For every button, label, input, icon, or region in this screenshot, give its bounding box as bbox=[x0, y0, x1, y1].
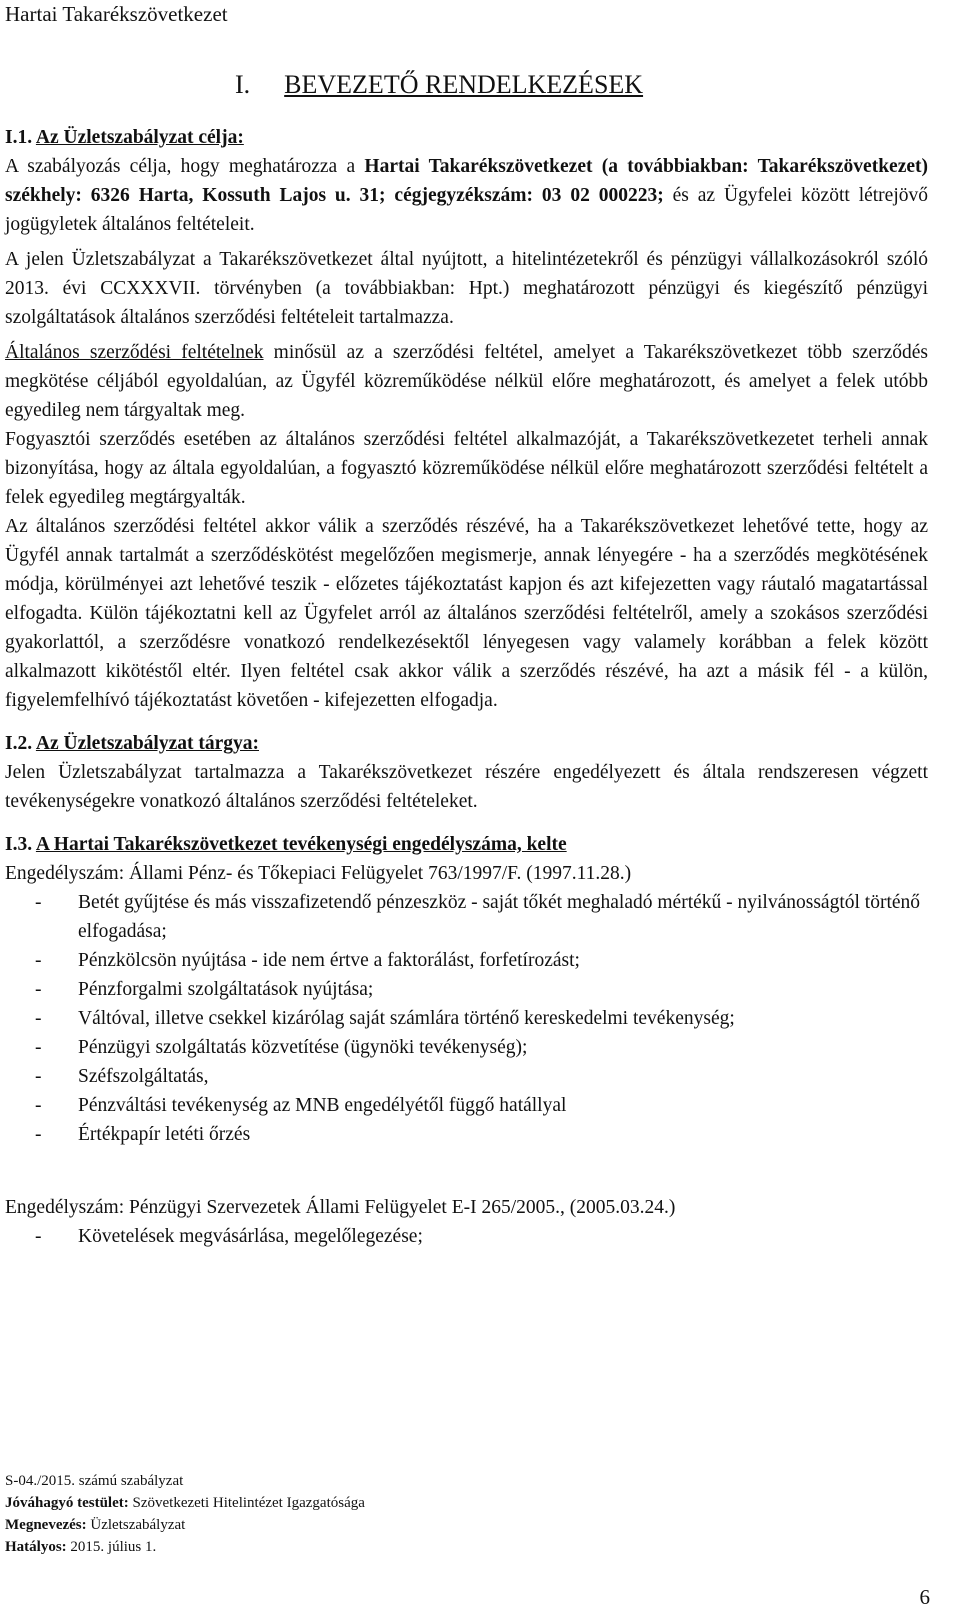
section-number: I.3. bbox=[5, 834, 33, 855]
activity-list bbox=[5, 1222, 928, 1251]
paragraph: Jelen Üzletszabályzat tartalmazza a Takarékszövetkezet részére engedélyezett és általa rendszeresen végzett tevékenységekre vonatkozó általános szerződési feltételeket. bbox=[5, 762, 928, 812]
footer-value: Szövetkezeti Hitelintézet Igazgatósága bbox=[128, 1495, 365, 1511]
bold-text: Hartai Takarékszövetkezet (a továbbiakban: Takarékszövetkezet) székhely: 6326 Harta, Kossuth Lajos u. 31; cégjegyzékszám: 03 02 000223; bbox=[5, 156, 928, 206]
section-heading-1 bbox=[5, 123, 928, 152]
list-item: - Váltóval, illetve csekkel kizárólag saját számlára történő kereskedelmi tevékenység; bbox=[5, 1004, 928, 1033]
section-title: Az Üzletszabályzat tárgya: bbox=[35, 733, 259, 754]
list-item: - Pénzügyi szolgáltatás közvetítése (ügynöki tevékenység); bbox=[5, 1033, 928, 1062]
footer-name bbox=[5, 1514, 365, 1536]
footer-label: Jóváhagyó testület: bbox=[5, 1495, 129, 1511]
footer-approver bbox=[5, 1492, 365, 1514]
activity-list bbox=[5, 888, 928, 1149]
license-line: Engedélyszám: Pénzügyi Szervezetek Állami Felügyelet E-I 265/2005., (2005.03.24.) bbox=[5, 1197, 676, 1218]
footer-regulation-number: S-04./2015. számú szabályzat bbox=[5, 1473, 184, 1489]
footer-effective bbox=[5, 1536, 365, 1558]
chapter-name: BEVEZETŐ RENDELKEZÉSEK bbox=[284, 70, 644, 99]
section-heading-2 bbox=[5, 729, 928, 758]
list-item: - Betét gyűjtése és más visszafizetendő pénzeszköz - saját tőkét meghaladó mértékű - nyilvánosságtól történő elfogadása; bbox=[5, 888, 928, 946]
footer-label: Hatályos: bbox=[5, 1539, 67, 1555]
list-item: - Pénzkölcsön nyújtása - ide nem értve a faktorálást, forfetírozást; bbox=[5, 946, 928, 975]
list-item: - Pénzváltási tevékenység az MNB engedélyétől függő hatállyal bbox=[5, 1091, 928, 1120]
paragraph bbox=[5, 338, 928, 425]
page-number: 6 bbox=[919, 1585, 930, 1609]
footer-label: Megnevezés: bbox=[5, 1517, 87, 1533]
list-item: - Értékpapír letéti őrzés bbox=[5, 1120, 928, 1149]
text-span: A szabályozás célja, hogy meghatározza a bbox=[5, 156, 365, 177]
text-span: és az Ügyfelei között létrejövő jogügyletek általános feltételeit. bbox=[5, 185, 928, 235]
paragraph: Fogyasztói szerződés esetében az általános szerződési feltétel alkalmazóját, a Takarékszövetkezetet terheli annak bizonyítása, hogy az általa egyoldalúan, a fogyasztó közreműködése nélkül előre meghatározott szerződési feltételt a felek egyedileg megtárgyalták. bbox=[5, 429, 928, 508]
list-item: - Széfszolgáltatás, bbox=[5, 1062, 928, 1091]
chapter-title bbox=[235, 70, 643, 100]
section-heading-3 bbox=[5, 830, 928, 859]
section-title: Az Üzletszabályzat célja: bbox=[35, 127, 244, 148]
document-body bbox=[5, 123, 928, 1251]
document-footer bbox=[5, 1470, 365, 1558]
paragraph bbox=[5, 152, 928, 239]
defined-term: Általános szerződési feltételnek bbox=[5, 342, 264, 363]
chapter-number: I. bbox=[235, 70, 251, 99]
license-line: Engedélyszám: Állami Pénz- és Tőkepiaci Felügyelet 763/1997/F. (1997.11.28.) bbox=[5, 863, 632, 884]
section-title: A Hartai Takarékszövetkezet tevékenységi engedélyszáma, kelte bbox=[35, 834, 567, 855]
footer-value: 2015. július 1. bbox=[66, 1539, 157, 1555]
running-header: Hartai Takarékszövetkezet bbox=[5, 2, 228, 26]
section-number: I.2. bbox=[5, 733, 33, 754]
text-span: minősül az a szerződési feltétel, amelyet a Takarékszövetkezet több szerződés megkötése céljából egyoldalúan, az Ügyfél közreműködése nélkül előre meghatározott, és amelyet a felek utóbb egyedileg nem tárgyaltak meg. bbox=[5, 342, 928, 421]
paragraph: Az általános szerződési feltétel akkor válik a szerződés részévé, ha a Takarékszövetkezet lehetővé tette, hogy az Ügyfél annak tartalmát a szerződéskötést megelőzően megismerje, annak lényegére - ha a szerződés megkötésének módja, körülményei azt lehetővé teszik - előzetes tájékoztatást kapjon és azt kifejezetten vagy ráutaló magatartással elfogadta. Külön tájékoztatni kell az Ügyfelet arról az általános szerződési feltételről, amely a szokásos szerződési gyakorlattól, a szerződésre vonatkozó rendelkezésektől lényegesen vagy valamely korábban a felek között alkalmazott kikötéstől eltér. Ilyen feltétel csak akkor válik a szerződés részévé, ha azt a másik fél - a külön, figyelemfelhívó tájékoztatást követően - kifejezetten elfogadja. bbox=[5, 516, 928, 711]
paragraph: A jelen Üzletszabályzat a Takarékszövetkezet által nyújtott, a hitelintézetekről és pénzügyi vállalkozásokról szóló 2013. évi CCXXXVII. törvényben (a továbbiakban: Hpt.) meghatározott pénzügyi és kiegészítő pénzügyi szolgáltatások általános szerződési feltételeit tartalmazza. bbox=[5, 249, 928, 328]
list-item: - Pénzforgalmi szolgáltatások nyújtása; bbox=[5, 975, 928, 1004]
list-item: - Követelések megvásárlása, megelőlegezése; bbox=[5, 1222, 928, 1251]
footer-value: Üzletszabályzat bbox=[86, 1517, 186, 1533]
section-number: I.1. bbox=[5, 127, 33, 148]
